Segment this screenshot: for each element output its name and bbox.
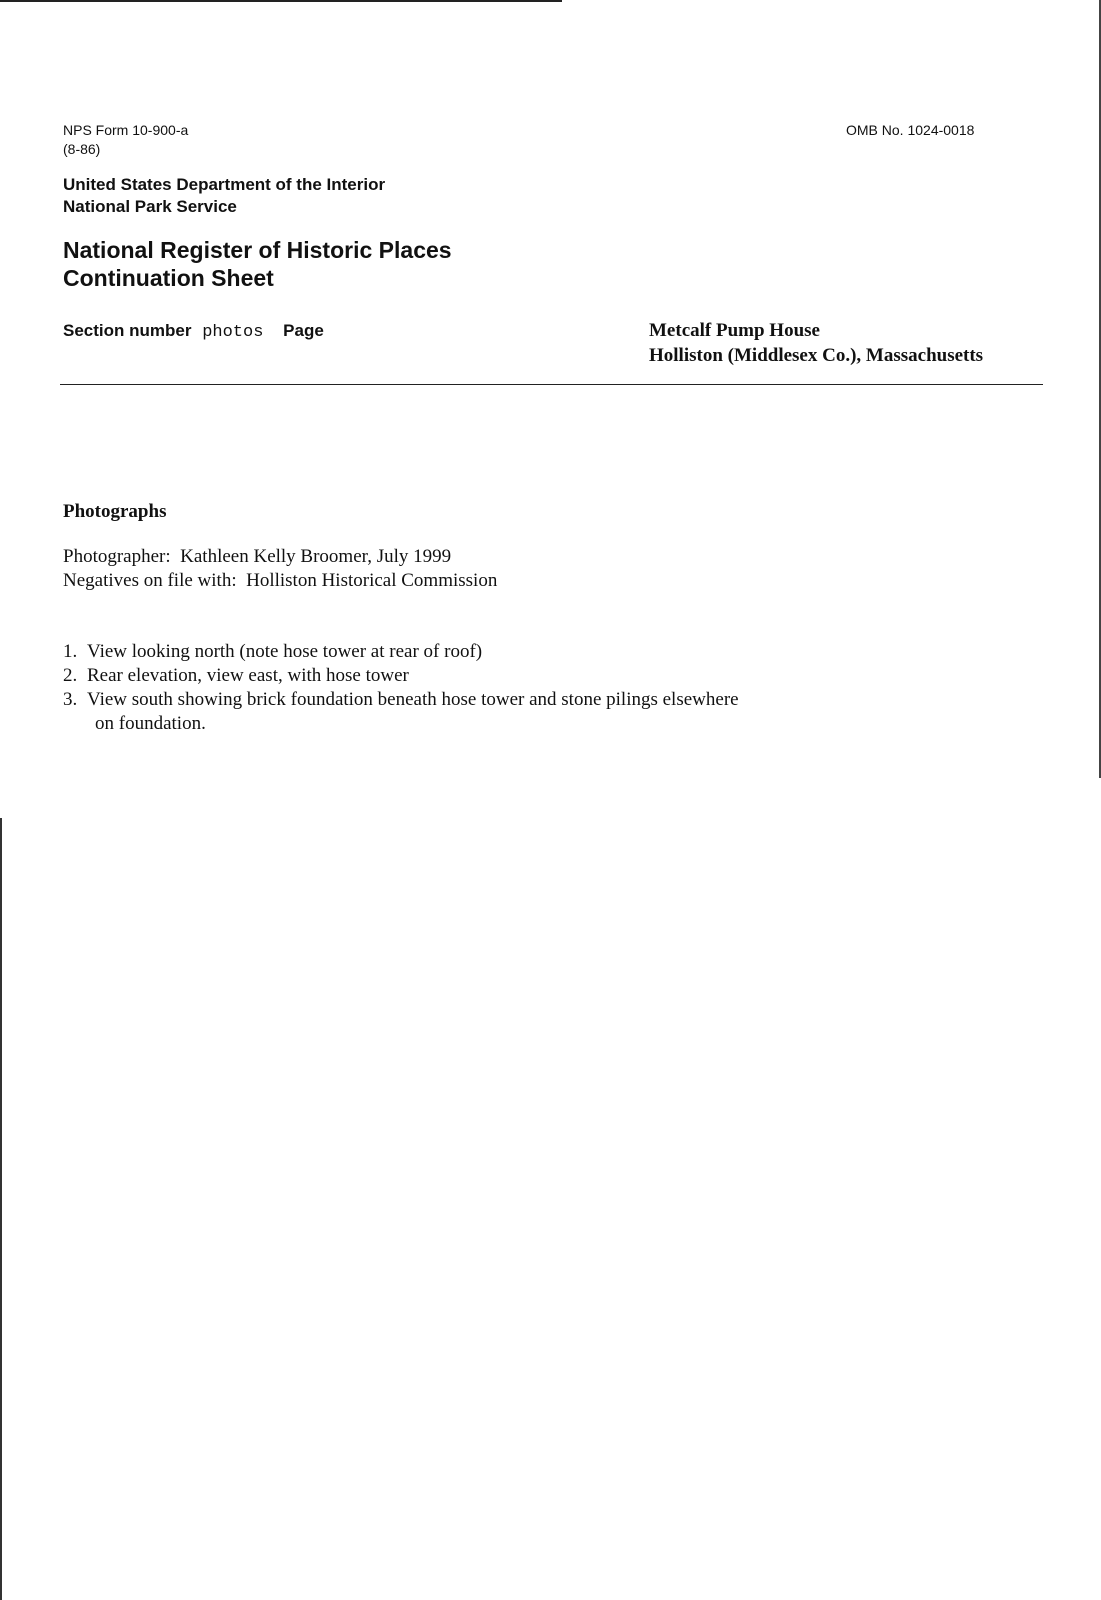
property-block bbox=[649, 318, 983, 368]
page-label: Page bbox=[283, 321, 324, 340]
service-name: National Park Service bbox=[63, 197, 237, 216]
photographs-heading: Photographs bbox=[63, 501, 167, 522]
list-item bbox=[63, 640, 823, 664]
list-item-text: Rear elevation, view east, with hose tower bbox=[87, 665, 409, 686]
register-title bbox=[63, 236, 452, 292]
scan-edge-top bbox=[0, 0, 562, 2]
section-number-label: Section number bbox=[63, 321, 192, 340]
list-item-text: View looking north (note hose tower at rear of roof) bbox=[87, 641, 483, 662]
list-item bbox=[63, 664, 823, 688]
property-name: Metcalf Pump House bbox=[649, 320, 820, 341]
photographer-line: Photographer: Kathleen Kelly Broomer, July 1999 bbox=[63, 546, 452, 567]
negatives-line: Negatives on file with: Holliston Historical Commission bbox=[63, 570, 498, 591]
department-name: United States Department of the Interior bbox=[63, 175, 386, 194]
photo-list bbox=[63, 640, 823, 736]
omb-number: OMB No. 1024-0018 bbox=[846, 122, 975, 138]
property-location: Holliston (Middlesex Co.), Massachusetts bbox=[649, 345, 984, 366]
list-item bbox=[63, 688, 823, 736]
scan-edge-left bbox=[0, 818, 2, 1600]
photo-credits bbox=[63, 545, 497, 593]
agency-block bbox=[63, 174, 385, 218]
section-number-value: photos bbox=[202, 323, 264, 342]
header-divider bbox=[60, 384, 1043, 385]
list-item-number: 1. bbox=[63, 641, 78, 662]
section-row bbox=[63, 320, 324, 344]
list-item-text-line: View south showing brick foundation beneath hose tower and stone pilings elsewhere bbox=[87, 689, 739, 710]
list-item-number: 3. bbox=[63, 689, 78, 710]
list-item-continuation: on foundation. bbox=[95, 713, 206, 734]
list-item-number: 2. bbox=[63, 665, 78, 686]
form-revision: (8-86) bbox=[63, 141, 101, 157]
form-identifier bbox=[63, 121, 188, 159]
list-item-text bbox=[87, 688, 823, 736]
register-title-line1: National Register of Historic Places bbox=[63, 237, 452, 263]
register-title-line2: Continuation Sheet bbox=[63, 265, 274, 291]
form-number: NPS Form 10-900-a bbox=[63, 122, 189, 138]
